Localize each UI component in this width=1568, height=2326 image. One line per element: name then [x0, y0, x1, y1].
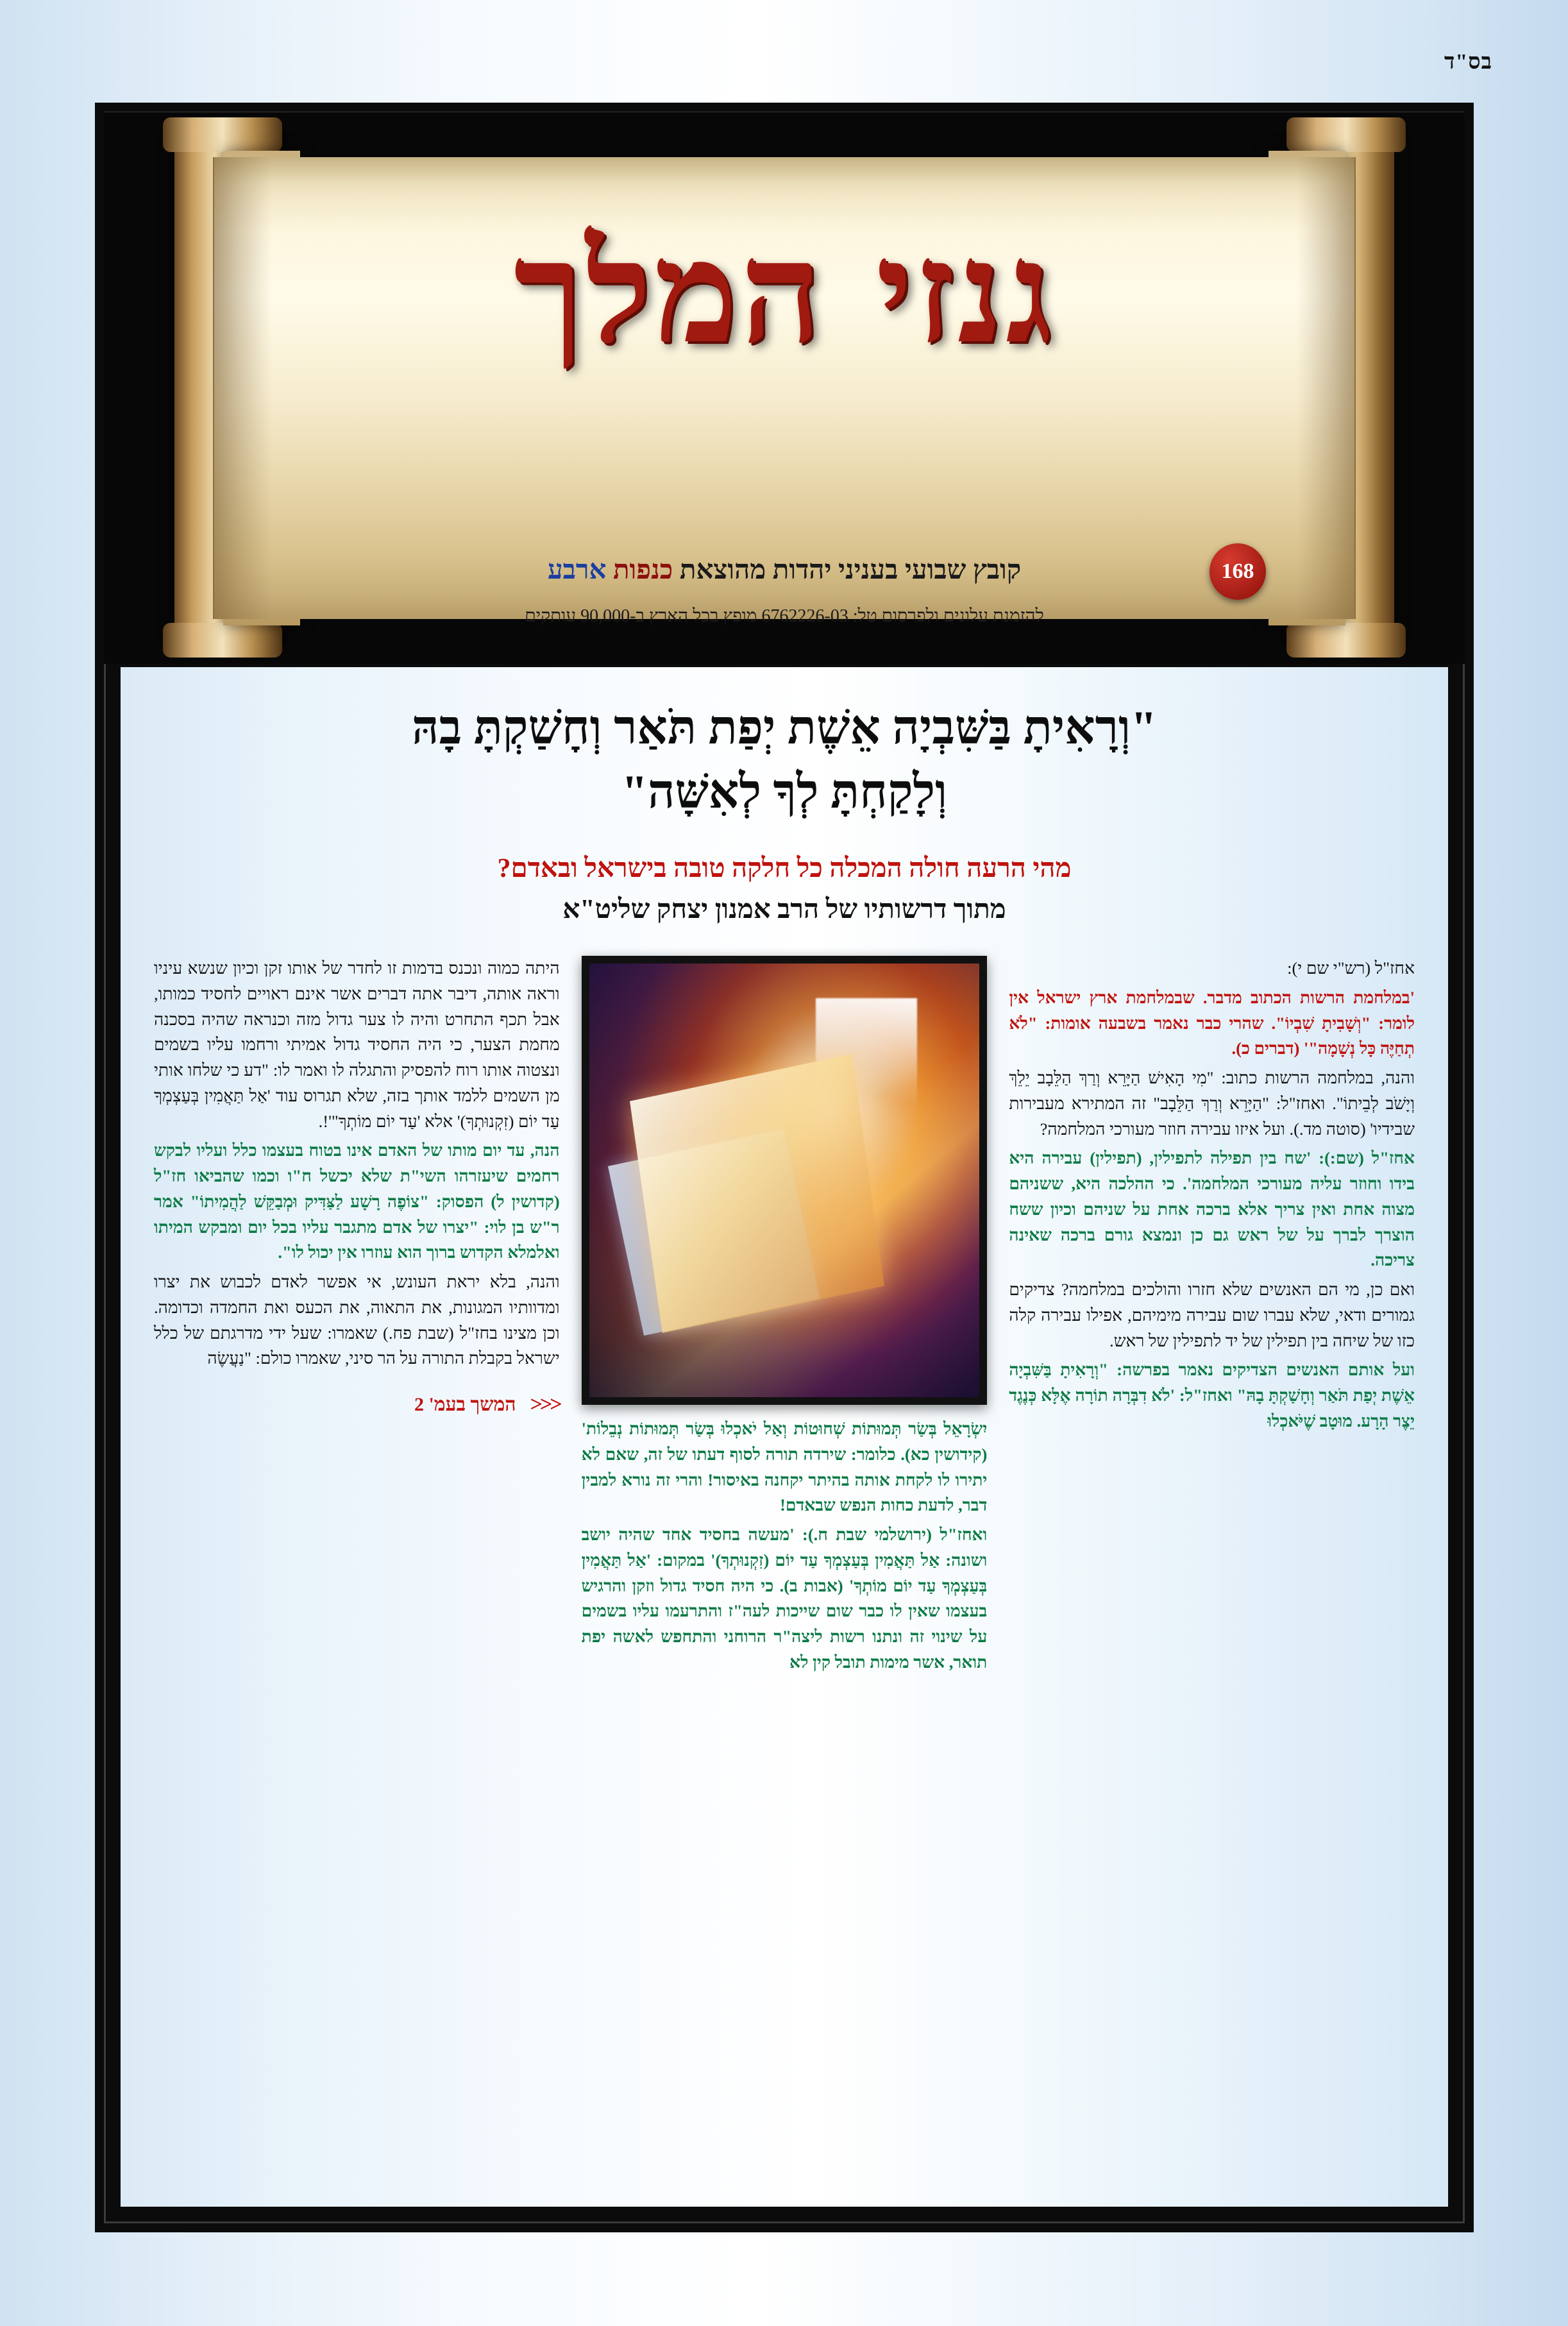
continued-on-page[interactable] — [154, 1388, 560, 1421]
paragraph: היתה כמוה ונכנס בדמות זו לחדר של אותו זקן וכיון שנשא עיניו וראה אותה, דיבר אתה דברים אשר אינם ראויים לחסיד כמותו, אבל תכף התחרט והיה לו צער גדול מזה וכנראה שהיה בסכנה מחמת הצער, כי היה החסיד גדול אמיתי ורחמו עליו בשמים ונצטוה אותו רוח להפסיק והתגלה לו ואמר לו: "דע כי שלחו אותי מן השמים ללמד אותך בזה, שלא תגרוס עוד 'אַל תַּאֲמִין בְּעַצְמְךָ עַד יוֹם (זִקְנוּתְךָ)' אלא 'עַד יוֹם מוֹתְךָ"'!. — [153, 958, 560, 1131]
paragraph: ואם כן, מי הם האנשים שלא חזרו והולכים במלחמה? צדיקים גמורים ודאי, שלא עברו שום עבירה מימיהם, אפילו עבירה קלה כזו של שיחה בין תפילין של יד לתפילין של ראש. — [1009, 1280, 1415, 1350]
brand-name-part-b: כנפות — [612, 556, 673, 585]
subtitle-text: קובץ שבועי בעניני יהדות מהוצאת — [679, 556, 1022, 585]
brand-name-part-a: ארבע — [547, 556, 607, 585]
paragraph: ועל אותם האנשים הצדיקים נאמר בפרשה: "וְרָאִיתָ בַּשִּׁבְיָה אֵשֶׁת יְפַת תֹּאַר וְחָשַׁקְתָּ בָהּ" ואחז"ל: 'לֹא דִבְּרָה תוֹרָה אֶלָּא כְּנֶגֶד יֵצֶר הָרָע. מוּטָב שֶׁיֹּאכְלוּ — [1009, 1360, 1415, 1430]
masthead — [104, 112, 1465, 664]
issue-number-badge: 168 — [1210, 543, 1266, 600]
article-body — [121, 667, 1448, 2207]
article-byline: מתוך דרשותיו של הרב אמנון יצחק שליט"א — [562, 894, 1006, 924]
paragraph: והנה, במלחמה הרשות כתוב: "מִי הָאִישׁ הַיָּרֵא וְרַךְ הַלֵּבָב יֵלֵךְ וְיָשֹׁב לְבֵיתוֹ". ואחז"ל: "הַיָּרֵא וְרַךְ הַלֵּבָב" זה המתירא מעבירות שבידיו' (סוטה מד.). ועל איזו עבירה חוזר מעורכי המלחמה? — [1009, 1068, 1415, 1139]
continue-arrows-icon: <<< — [530, 1393, 560, 1416]
bsd-label: בס"ד — [1444, 50, 1492, 74]
contact-line: להזמנת עלונים ולפרסום טל: 6762226-03 מופץ בכל הארץ ב-90,000 עותקים — [525, 606, 1044, 626]
illustration-page-front — [630, 1054, 884, 1333]
headline-line-1: "וְרָאִיתָ בַּשִּׁבְיָה אֵשֶׁת יְפַת תֹּאַר וְחָשַׁקְתָּ בָהּ — [412, 702, 1157, 754]
column-right — [1009, 956, 1415, 2181]
paragraph: אחז"ל (רש"י שם י): — [1287, 958, 1415, 978]
paragraph: אחז"ל (שם:): 'שח בין תפילה לתפילין, (תפילין) עבירה היא בידו וחוזר עליה מעורכי המלחמה'. כי ההלכה היא, ששניהם מצוה אחת ואין צריך אלא ברכה אחת על שניהם וכיון ששח הוצרך לברך על של ראש גם כן ונמצא גורם ברכה שאינה צריכה. — [1009, 1148, 1415, 1270]
paragraph: ואחז"ל (ירושלמי שבת ח.): 'מעשה בחסיד אחד שהיה יושב ושונה: אַל תַּאֲמִין בְּעַצְמְךָ עַד יוֹם (זִקְנוּתְךָ)' במקום: 'אַל תַּאֲמִין בְּעַצְמְךָ עַד יוֹם מוֹתְךָ' (אבות ב). כי היה חסיד גדול וזקן והרגיש בעצמו שאין לו כבר שום שייכות לעה"ז והתרעמו עליו בשמים על שינוי זה ונתנו רשות ליצה"ר הרוחני והתחפש לאשה יפת תואר, אשר מימות תובל קין לא — [581, 1525, 988, 1672]
paragraph: יִשְׂרָאֵל בְּשַׂר תְּמוּתוֹת שְׁחוּטוֹת וְאַל יֹאכְלוּ בְּשַׂר תְּמוּתוֹת נְבֵלוֹת' (קידושין כא). כלומר: שירדה תורה לסוף דעתו של זה, שאם לא יתירו לו לקחת אותה בהיתר יקחנה באיסור! והרי זה נורא למבין דבר, לדעת כחות הנפש שבאדם! — [581, 1419, 988, 1515]
continue-label: המשך בעמ' 2 — [414, 1394, 516, 1415]
column-left — [154, 956, 560, 2181]
article-subheadline-red: מהי הרעה חולה המכלה כל חלקה טובה בישראל ובאדם? — [497, 853, 1072, 883]
paragraph: 'במלחמת הרשות הכתוב מדבר. שבמלחמת ארץ ישראל אין לומר: "וְשָׁבִיתָ שִׁבְיוֹ". שהרי כבר נאמר בשבעה אומות: "לֹא תְחַיֶּה כָּל נְשָׁמָה"' (דברים כ). — [1009, 987, 1415, 1058]
paragraph: הנה, עד יום מותו של האדם אינו בטוח בעצמו כלל ועליו לבקש רחמים שיעזרהו השי"ת שלא יכשל ח"ו וכמו שהביאו חז"ל (קדושין ל) הפסוק: "צוֹפֶה רָשָׁע לַצַּדִּיק וּמְבַקֵּשׁ לַהֲמִיתוֹ" אמר ר"ש בן לוי: "יצרו של אדם מתגבר עליו בכל יום ומבקש המיתו ואלמלא הקדוש ברוך הוא עוזרו אין יכול לו". — [153, 1141, 560, 1262]
article-illustration — [582, 956, 988, 1405]
article-columns — [154, 956, 1415, 2181]
article-headline — [165, 697, 1403, 825]
paragraph: והנה, בלא יראת העונש, אי אפשר לאדם לכבוש את יצרו ומדוותיו המגונות, את התאוה, את הכעס ואת החמדה וכדומה. וכן מצינו בחז"ל (שבת פח.) שאמרו: שעל ידי מדרגתם של כלל ישראל בקבלת התורה על הר סיני, שאמרו כולם: "נַעֲשֶׂה — [153, 1272, 560, 1368]
headline-line-2: וְלָקַחְתָּ לְךָ לְאִשָּׁה" — [621, 765, 948, 819]
column-center — [582, 956, 988, 2181]
publication-title: גנזי המלך — [514, 208, 1055, 375]
